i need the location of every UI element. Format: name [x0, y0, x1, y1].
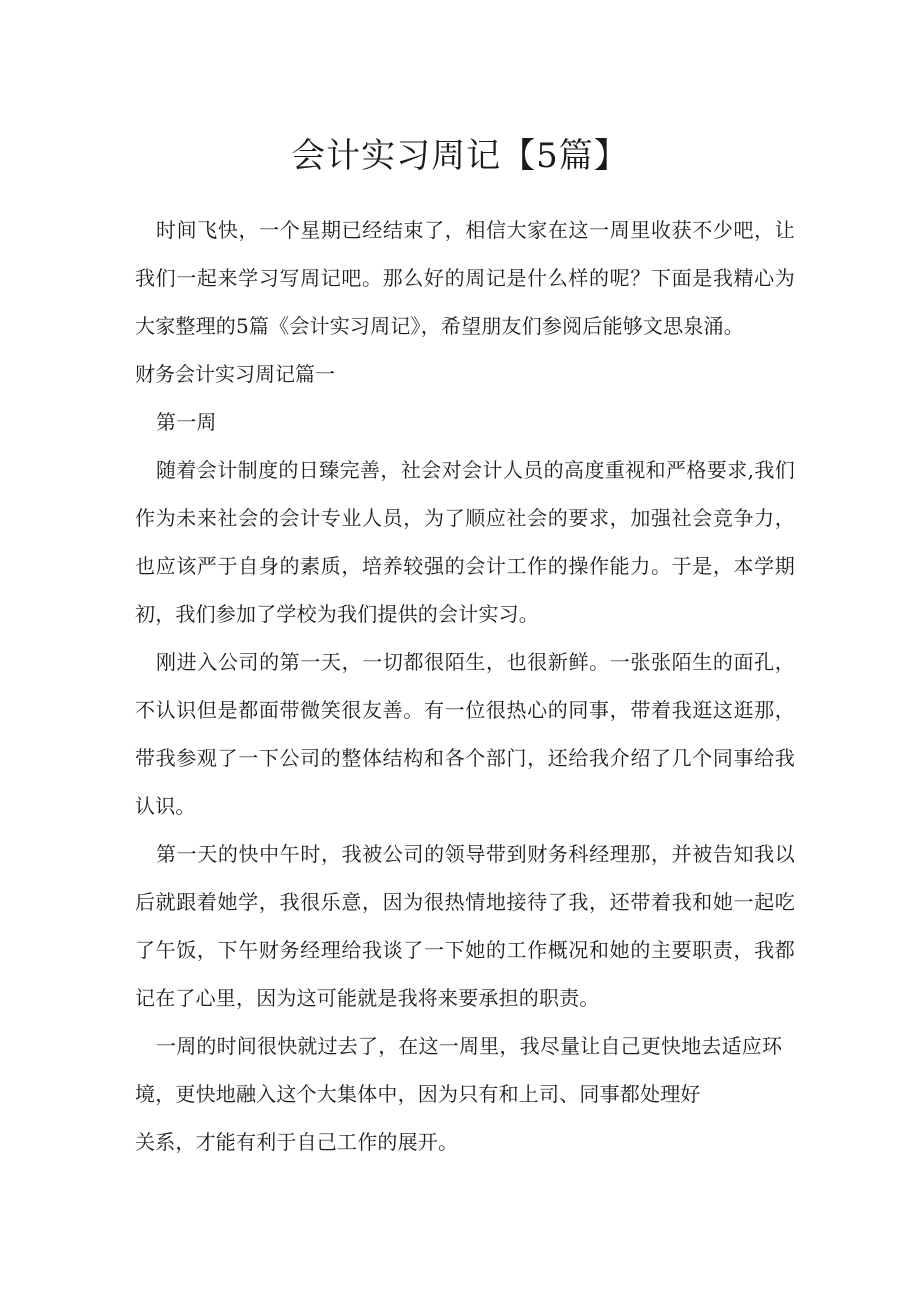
document-title: 会计实习周记【5篇】 — [291, 136, 629, 176]
section-title: 财务会计实习周记篇一 — [135, 362, 335, 386]
body-paragraph-4 — [135, 1022, 795, 1166]
body-paragraph-2: 刚进入公司的第一天，一切都很陌生，也很新鲜。一张张陌生的面孔，不认识但是都面带微笑很友善。有一位很热心的同事，带着我逛这逛那，带我参观了一下公司的整体结构和各个部门，还给我介绍了几个同事给我认识。 — [135, 650, 795, 818]
intro-paragraph: 时间飞快，一个星期已经结束了，相信大家在这一周里收获不少吧，让我们一起来学习写周记吧。那么好的周记是什么样的呢？下面是我精心为大家整理的5篇《会计实习周记》，希望朋友们参阅后能够文思泉涌。 — [135, 218, 795, 338]
paragraph-4-line-2: 境，更快地融入这个大集体中，因为只有和上司、同事都处理好 — [135, 1082, 701, 1106]
week-label: 第一周 — [156, 410, 217, 434]
body-paragraph-1: 随着会计制度的日臻完善，社会对会计人员的高度重视和严格要求,我们作为未来社会的会计专业人员，为了顺应社会的要求，加强社会竞争力，也应该严于自身的素质，培养较强的会计工作的操作能力。于是，本学期初，我们参加了学校为我们提供的会计实习。 — [135, 458, 795, 626]
document-body — [135, 206, 795, 1166]
body-paragraph-3: 第一天的快中午时，我被公司的领导带到财务科经理那，并被告知我以后就跟着她学，我很乐意，因为很热情地接待了我，还带着我和她一起吃了午饭，下午财务经理给我谈了一下她的工作概况和她的主要职责，我都记在了心里，因为这可能就是我将来要承担的职责。 — [135, 842, 795, 1010]
paragraph-4-line-1: 一周的时间很快就过去了，在这一周里，我尽量让自己更快地去适应环 — [156, 1034, 783, 1058]
paragraph-4-line-3: 关系，才能有利于自己工作的展开。 — [135, 1130, 459, 1154]
